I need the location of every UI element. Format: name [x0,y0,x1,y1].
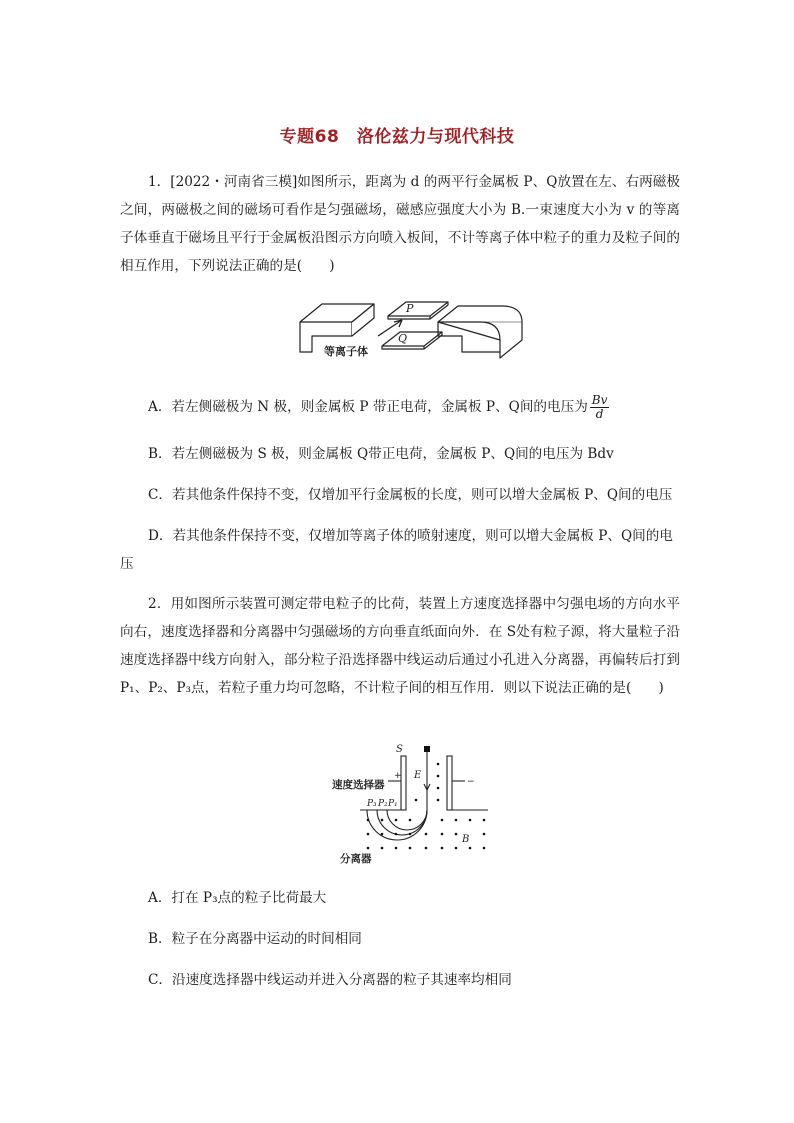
label-b: B [462,834,470,845]
question-2-option-a: A．打在 P₃点的粒子比荷最大 [148,890,327,906]
label-separator: 分离器 [340,853,372,865]
page-title: 专题68 洛伦兹力与现代科技 [279,127,515,147]
label-p2: P₂ [378,799,388,809]
option-a-fraction [590,394,610,421]
option-a-text: A．若左侧磁极为 N 极，则金属板 P 带正电荷，金属板 P、Q间的电压为 [148,399,588,415]
question-1-stem: 1．[2022・河南省三模]如图所示，距离为 d 的两平行金属板 P、Q放置在左、右两磁极之间，两磁极之间的磁场可看作是匀强磁场，磁感应强度大小为 B.一束速度大小为 v 的等离子体垂直于磁场且平行于金属板沿图示方向喷入板间，不计等离子体中粒子的重力及粒子间的相互作用，下列说法正确的是( ) [120,174,680,274]
label-p1: P₁ [388,799,398,809]
label-plus: + [394,771,402,781]
question-1-option-d: D．若其他条件保持不变，仅增加等离子体的喷射速度，则可以增大金属板 P、Q间的电压 [120,528,673,572]
source-marker [424,746,430,752]
label-q: Q [398,332,408,345]
label-s: S [396,744,403,755]
question-1-option-a [148,393,688,421]
label-plasma: 等离子体 [324,345,368,358]
question-1-option-b: B．若左侧磁极为 S 极，则金属板 Q带正电荷，金属板 P、Q间的电压为 Bdv [148,446,614,462]
label-minus: − [467,777,475,787]
label-e: E [414,770,422,781]
question-2-stem: 2．用如图所示装置可测定带电粒子的比荷，装置上方速度选择器中匀强电场的方向水平向右，速度选择器和分离器中匀强磁场的方向垂直纸面向外．在 S处有粒子源，将大量粒子沿速度选择器中线方向射入，部分粒子沿选择器中线运动后通过小孔进入分离器，再偏转后打到 P₁、P₂、P₃点，若粒子重力均可忽略，不计粒子间的相互作用．则以下说法正确的是( ) [120,596,680,696]
fraction-numerator: Bv [591,393,608,407]
question-2-figure [330,740,500,868]
fraction-denominator: d [595,407,604,421]
question-2-option-b: B．粒子在分离器中运动的时间相同 [148,931,362,947]
question-1-option-c: C．若其他条件保持不变，仅增加平行金属板的长度，则可以增大金属板 P、Q间的电压 [148,487,673,503]
label-p3: P₃ [367,799,377,809]
question-2-option-c: C．沿速度选择器中线运动并进入分离器的粒子其速率均相同 [148,972,512,988]
question-1-figure [290,292,530,364]
label-p: P [406,302,414,315]
label-velocity-selector: 速度选择器 [332,779,385,791]
